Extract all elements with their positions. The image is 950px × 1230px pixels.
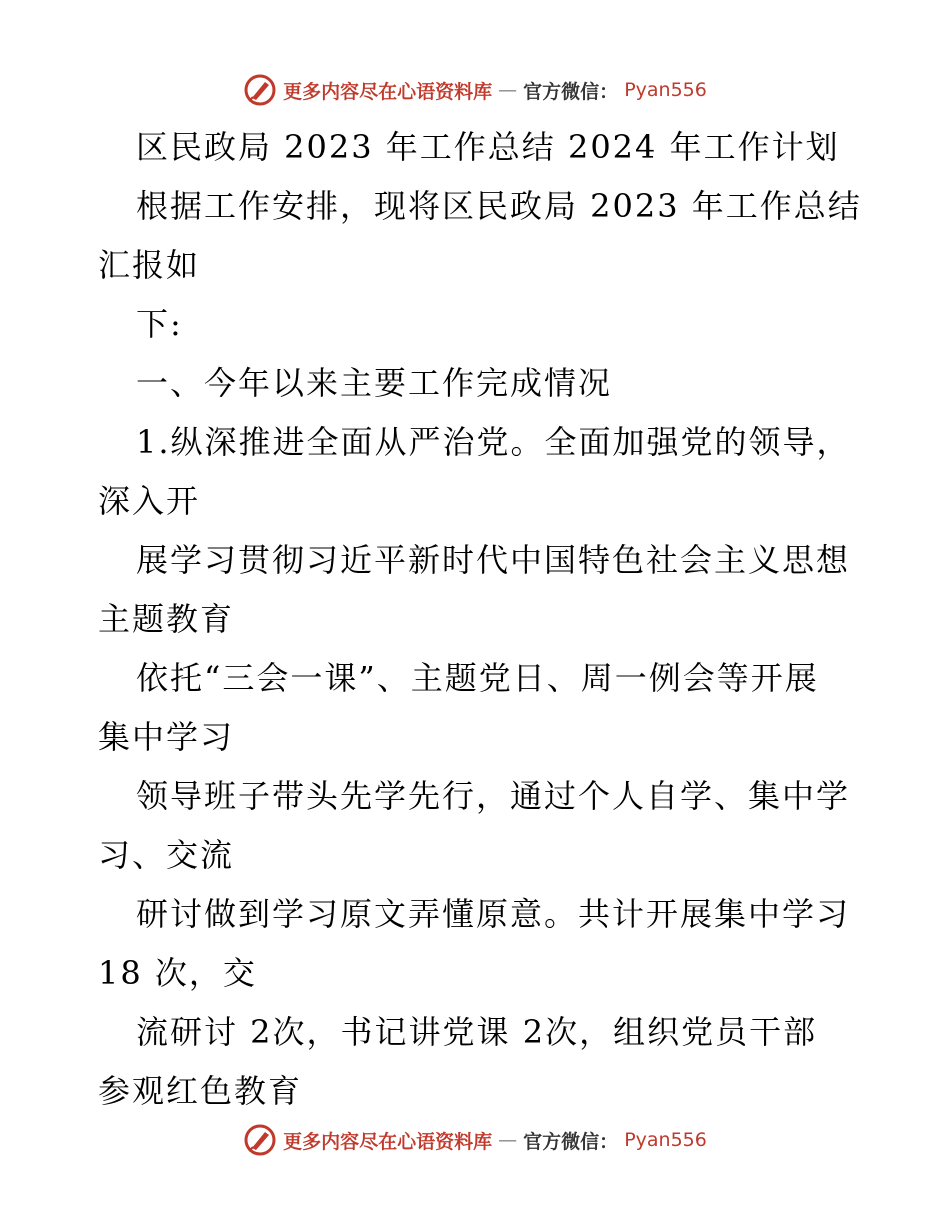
text-line: 下: — [136, 305, 183, 343]
text-line: 深入开 — [98, 482, 201, 520]
text-line: 1.纵深推进全面从严治党。全面加强党的领导， — [136, 423, 851, 461]
watermark-wechat-id: Pyan556 — [624, 1129, 707, 1151]
text-line: 展学习贯彻习近平新时代中国特色社会主义思想 — [136, 541, 851, 579]
watermark-header — [0, 70, 950, 110]
text-line: 领导班子带头先学先行，通过个人自学、集中学 — [136, 777, 851, 815]
text-line: 依托“三会一课”、主题党日、周一例会等开展 — [136, 659, 819, 697]
watermark-separator: — — [498, 1129, 518, 1151]
text-line: 主题教育 — [98, 600, 235, 638]
watermark-separator: — — [498, 79, 518, 101]
section-heading: 一、今年以来主要工作完成情况 — [136, 364, 613, 402]
quill-pen-logo-icon — [243, 1123, 277, 1157]
text-line: 汇报如 — [98, 246, 201, 284]
text-line: 根据工作安排，现将区民政局 2023 年工作总结 — [136, 187, 862, 225]
text-line: 流研讨 2次，书记讲党课 2次，组织党员干部 — [136, 1013, 818, 1051]
text-line: 参观红色教育 — [98, 1072, 303, 1110]
document-title: 区民政局 2023 年工作总结 2024 年工作计划 — [136, 128, 840, 166]
text-line: 集中学习 — [98, 718, 235, 756]
watermark-text: 更多内容尽在心语资料库 — [283, 1130, 493, 1153]
text-line: 研讨做到学习原文弄懂原意。共计开展集中学习 — [136, 895, 851, 933]
text-line: 18 次，交 — [98, 954, 257, 992]
watermark-wechat-label: 官方微信： — [523, 80, 619, 103]
watermark-footer — [0, 1120, 950, 1160]
watermark-text: 更多内容尽在心语资料库 — [283, 80, 493, 103]
document-body — [98, 118, 862, 1121]
watermark-wechat-label: 官方微信： — [523, 1130, 619, 1153]
quill-pen-logo-icon — [243, 73, 277, 107]
watermark-wechat-id: Pyan556 — [624, 79, 707, 101]
text-line: 习、交流 — [98, 836, 235, 874]
